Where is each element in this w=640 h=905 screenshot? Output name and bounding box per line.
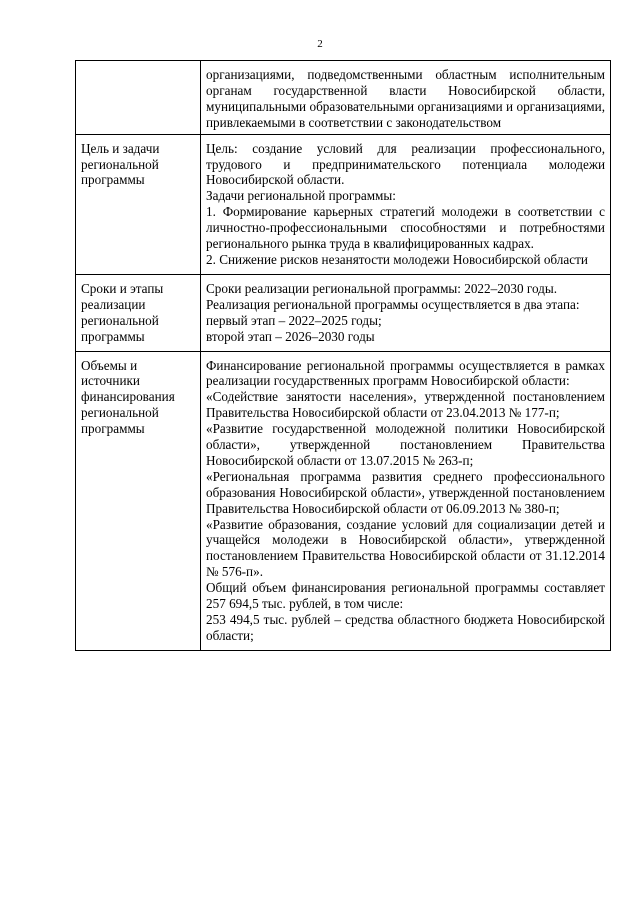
table-row-timeline	[76, 274, 611, 351]
row-content	[201, 351, 611, 650]
paragraph: «Региональная программа развития среднего профессионального образования Новосибирской области», утвержденной постановлением Правительства Новосибирской области от 06.09.2013 № 380-п;	[206, 468, 605, 516]
paragraph: Реализация региональной программы осуществляется в два этапа:	[206, 296, 580, 312]
paragraph: «Содействие занятости населения», утвержденной постановлением Правительства Новосибирской области от 23.04.2013 № 177-п;	[206, 389, 605, 421]
row-content	[201, 134, 611, 274]
table-row-funding	[76, 351, 611, 650]
paragraph: Задачи региональной программы:	[206, 188, 396, 204]
row-content	[201, 274, 611, 351]
table-row-continuation	[76, 61, 611, 135]
row-label	[76, 61, 201, 135]
paragraph: организациями, подведомственными областным исполнительным органам государственной власти Новосибирской области, муниципальными образовательными организациями и организациями, привлекаемыми в соответствии с законодательством	[206, 67, 605, 130]
program-passport-table	[75, 60, 611, 651]
row-label: Сроки и этапы реализации региональной программы	[76, 274, 201, 351]
page-number: 2	[317, 38, 323, 50]
paragraph: Общий объем финансирования региональной программы составляет 257 694,5 тыс. рублей, в том числе:	[206, 580, 605, 612]
paragraph: Цель: создание условий для реализации профессионального, трудового и предпринимательского потенциала молодежи Новосибирской области.	[206, 140, 605, 188]
paragraph: Сроки реализации региональной программы: 2022–2030 годы.	[206, 280, 558, 296]
paragraph: 1. Формирование карьерных стратегий молодежи в соответствии с личностно-профессиональными способностями и потребностями регионального рынка труда в квалифицированных кадрах.	[206, 204, 605, 252]
table-row-goals	[76, 134, 611, 274]
paragraph: первый этап – 2022–2025 годы;	[206, 312, 382, 328]
row-label: Объемы и источники финансирования региональной программы	[76, 351, 201, 650]
row-label: Цель и задачи региональной программы	[76, 134, 201, 274]
row-content	[201, 61, 611, 135]
paragraph: 2. Снижение рисков незанятости молодежи Новосибирской области	[206, 251, 588, 267]
paragraph: второй этап – 2026–2030 годы	[206, 328, 375, 344]
paragraph: Финансирование региональной программы осуществляется в рамках реализации государственных программ Новосибирской области:	[206, 357, 605, 389]
paragraph: 253 494,5 тыс. рублей – средства областного бюджета Новосибирской области;	[206, 612, 605, 643]
paragraph: «Развитие государственной молодежной политики Новосибирской области», утвержденной постановлением Правительства Новосибирской области от 13.07.2015 № 263-п;	[206, 421, 605, 468]
paragraph: «Развитие образования, создание условий для социализации детей и учащейся молодежи в Новосибирской области», утвержденной постановлением Правительства Новосибирской области от 31.12.2014 № 576-п».	[206, 516, 605, 580]
